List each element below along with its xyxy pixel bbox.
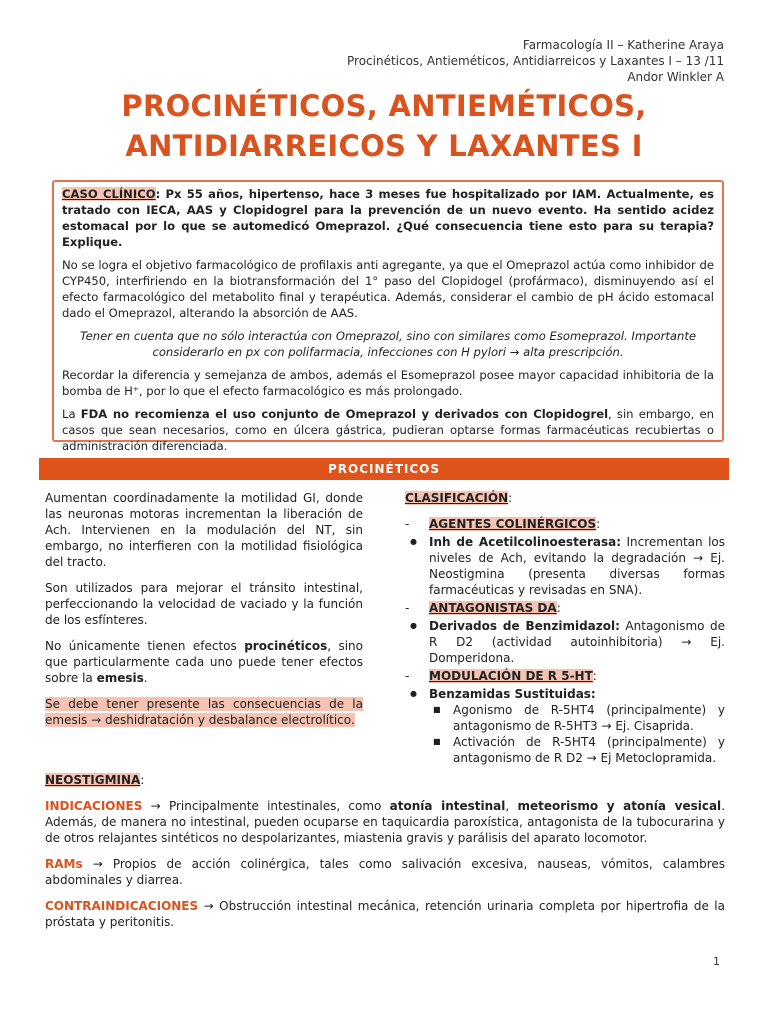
classification-heading: CLASIFICACIÓN:	[405, 491, 513, 505]
left-paragraph-1: Aumentan coordinadamente la motilidad GI, donde las neuronas motoras incrementan la liberación de Ach. Intervienen en la modulación del NT, sin embargo, no interfieren con la motilidad fisiológica del tracto.	[45, 491, 363, 569]
group-cholinergic: - AGENTES COLINÉRGICOS:	[405, 516, 725, 532]
left-p3-e: .	[143, 671, 148, 685]
adverse-reactions-label: RAMs	[45, 857, 83, 871]
benzamide-item	[405, 686, 725, 702]
neostigmine-section	[45, 772, 725, 940]
indications-e: . Además, de manera no intestinal, pueden ocuparse en taquicardia paroxística, antagonista de la tubocurarina y de otros relajantes sintéticos no despolarizantes, miastenia gravis y parálisis del aparato locomotor.	[45, 799, 726, 845]
cholinergic-item-label: Inh de Acetilcolinoesterasa:	[429, 535, 622, 549]
classification-column	[405, 490, 725, 766]
benzamide-item-label: Benzamidas Sustituidas:	[429, 687, 596, 701]
case-paragraph-3: Recordar la diferencia y semejanza de ambos, además el Esomeprazol posee mayor capacidad inhibitoria de la bomba de H⁺, por lo que el efecto farmacológico es más prolongado.	[62, 368, 714, 398]
case-p4-end: , sin embargo, en casos que sean necesarios, como en úlcera gástrica, pudieran optarse formas farmacéuticas recubiertas o administración diferenciada.	[62, 407, 714, 453]
left-paragraph-3	[45, 638, 363, 686]
case-p4-bold: FDA no recomienza el uso conjunto de Omeprazol y derivados con Clopidogrel	[80, 407, 609, 421]
clinical-case-box	[52, 180, 724, 453]
cholinergic-item	[405, 534, 725, 598]
indications-c: ,	[505, 799, 518, 813]
group-cholinergic-label: AGENTES COLINÉRGICOS	[429, 517, 597, 531]
group-da-antagonists: - ANTAGONISTAS DA:	[405, 600, 725, 616]
document-header	[347, 37, 724, 85]
group-da-antagonists-label: ANTAGONISTAS DA	[429, 601, 557, 615]
left-p4-highlight: Se debe tener presente las consecuencias de la emesis → deshidratación y desbalance electrolítico.	[45, 697, 363, 727]
benzamide-subitem-2: ■ Activación de R-5HT4 (principalmente) y antagonismo de R D2 → Ej Metoclopramida.	[429, 734, 725, 766]
da-antagonist-item	[405, 618, 725, 666]
title-line-1: PROCINÉTICOS, ANTIEMÉTICOS,	[121, 89, 647, 123]
adverse-reactions-text: → Propios de acción colinérgica, tales como salivación excesiva, nauseas, vómitos, calambres abdominales y diarrea.	[45, 857, 725, 887]
da-antagonist-item-text: Antagonismo de R D2 (actividad autoinhibitoria) → Ej. Domperidona.	[429, 619, 726, 665]
adverse-reactions-paragraph	[45, 856, 725, 888]
page-number: 1	[713, 955, 720, 968]
left-paragraph-4	[45, 696, 363, 728]
section-heading-prokinetics: PROCINÉTICOS	[39, 458, 729, 480]
classification-label: CLASIFICACIÓN	[405, 491, 509, 505]
left-p3-c: , sino que particularmente cada uno puede tener efectos sobre la	[45, 639, 363, 685]
contraindications-label: CONTRAINDICACIONES	[45, 899, 199, 913]
cholinergic-item-text: Incrementan los niveles de Ach, evitando la degradación → Ej. Neostigmina (presenta diversas formas farmacéuticas y revisadas en SNA).	[429, 535, 725, 597]
neostigmine-heading: NEOSTIGMINA:	[45, 773, 145, 787]
page-title	[0, 86, 768, 166]
left-p3-a: No únicamente tienen efectos	[45, 639, 245, 653]
da-antagonist-item-label: Derivados de Benzimidazol:	[429, 619, 620, 633]
neostigmine-label: NEOSTIGMINA	[45, 773, 141, 787]
case-paragraph-4	[62, 406, 714, 454]
benzamide-subitem-1: ■ Agonismo de R-5HT4 (principalmente) y antagonismo de R-5HT3 → Ej. Cisaprida.	[429, 702, 725, 734]
case-intro	[62, 186, 714, 250]
case-label: CASO CLÍNICO	[62, 187, 156, 201]
left-column	[45, 490, 363, 738]
indications-a: → Principalmente intestinales, como	[142, 799, 390, 813]
left-p3-bold-1: procinéticos	[244, 639, 328, 653]
group-5ht-modulation: - MODULACIÓN DE R 5-HT:	[405, 668, 725, 684]
indications-paragraph	[45, 798, 725, 846]
case-paragraph-1: No se logra el objetivo farmacológico de profilaxis anti agregante, ya que el Omeprazol actúa como inhibidor de CYP450, interfiriendo en la biotransformación del 1° paso del Clopidogel (profármaco), disminuyendo así el efecto farmacológico del metabolito final y terapéutica. Además, considerar el cambio de pH ácido estomacal dado el Omeprazol, alterando la absorción de AAS.	[62, 258, 714, 320]
left-paragraph-2: Son utilizados para mejorar el tránsito intestinal, perfeccionando la velocidad de vaciado y la función de los esfínteres.	[45, 581, 363, 627]
group-5ht-modulation-label: MODULACIÓN DE R 5-HT	[429, 669, 593, 683]
case-p4-start: La	[62, 407, 81, 421]
indications-bold-2: meteorismo y atonía vesical	[517, 799, 722, 813]
case-intro-text: : Px 55 años, hipertenso, hace 3 meses fue hospitalizado por IAM. Actualmente, es tratado con IECA, AAS y Clopidogrel para la prevención de un nuevo evento. Ha sentido acidez estomacal por lo que se automedicó Omeprazol. ¿Qué consecuencia tiene esto para su terapia? Explique.	[62, 187, 714, 249]
left-p3-bold-2: emesis	[96, 671, 144, 685]
indications-bold-1: atonía intestinal	[389, 799, 506, 813]
indications-label: INDICACIONES	[45, 799, 143, 813]
header-topic: Procinéticos, Antieméticos, Antidiarreicos y Laxantes I – 13 /11	[347, 54, 724, 68]
contraindications-paragraph	[45, 898, 725, 930]
title-line-2: ANTIDIARREICOS Y LAXANTES I	[125, 129, 643, 163]
header-author: Andor Winkler A	[627, 70, 724, 84]
header-course: Farmacología II – Katherine Araya	[522, 38, 724, 52]
case-paragraph-2: Tener en cuenta que no sólo interactúa con Omeprazol, sino con similares como Esomeprazol. Importante considerarlo en px con polifarmacia, infecciones con H pylori → alta prescripción.	[79, 329, 697, 359]
contraindications-text: → Obstrucción intestinal mecánica, retención urinaria completa por hipertrofia de la próstata y peritonitis.	[45, 899, 725, 929]
